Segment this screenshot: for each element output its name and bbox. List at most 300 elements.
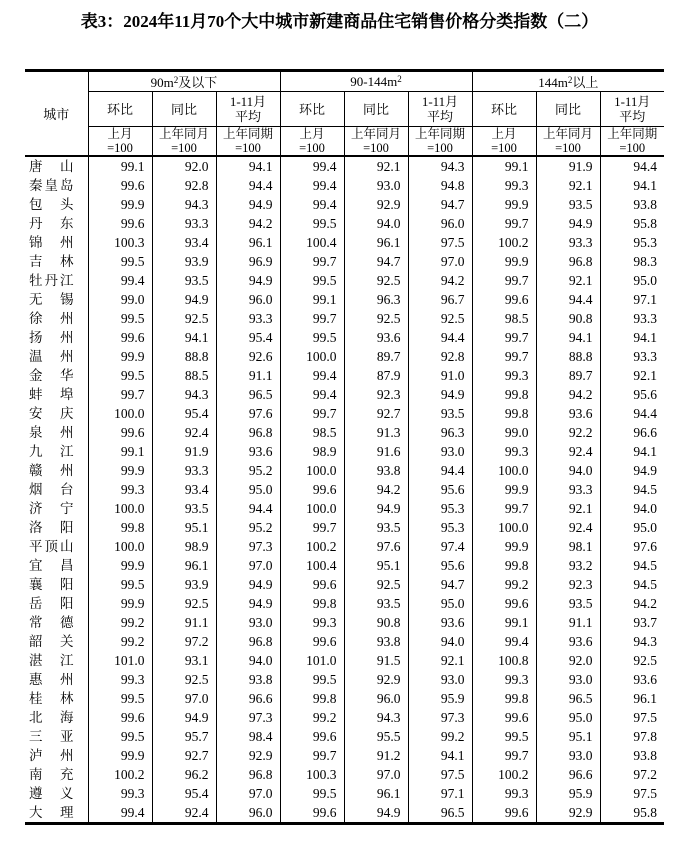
city-char: 海 bbox=[60, 710, 74, 725]
header-metric-yoy-g3: 同比 bbox=[536, 92, 600, 127]
city-cell bbox=[25, 252, 88, 271]
superscript-2: 2 bbox=[567, 75, 573, 85]
value-cell: 94.0 bbox=[408, 632, 472, 651]
city-name bbox=[25, 784, 88, 803]
city-char: 丹 bbox=[29, 216, 43, 231]
value-cell: 99.3 bbox=[88, 784, 152, 803]
value-cell: 94.9 bbox=[216, 575, 280, 594]
city-char: 州 bbox=[60, 748, 74, 763]
value-cell: 96.2 bbox=[152, 765, 216, 784]
table-row bbox=[25, 423, 664, 442]
city-name bbox=[25, 309, 88, 328]
table-row bbox=[25, 156, 664, 176]
value-cell: 99.3 bbox=[280, 613, 344, 632]
value-cell: 99.6 bbox=[88, 708, 152, 727]
value-cell: 91.3 bbox=[344, 423, 408, 442]
city-char: 洛 bbox=[29, 520, 43, 535]
value-cell: 100.2 bbox=[280, 537, 344, 556]
value-cell: 93.0 bbox=[536, 746, 600, 765]
value-cell: 95.4 bbox=[216, 328, 280, 347]
value-cell: 99.4 bbox=[472, 632, 536, 651]
table-row bbox=[25, 518, 664, 537]
value-cell: 96.5 bbox=[536, 689, 600, 708]
value-cell: 101.0 bbox=[88, 651, 152, 670]
value-cell: 94.2 bbox=[600, 594, 664, 613]
value-cell: 92.5 bbox=[152, 594, 216, 613]
value-cell: 100.8 bbox=[472, 651, 536, 670]
group-name-text: 144m bbox=[538, 75, 568, 90]
value-cell: 94.1 bbox=[600, 176, 664, 195]
value-cell: 93.5 bbox=[536, 594, 600, 613]
value-cell: 99.6 bbox=[280, 480, 344, 499]
value-cell: 94.9 bbox=[600, 461, 664, 480]
city-char: 头 bbox=[60, 197, 74, 212]
value-cell: 95.1 bbox=[344, 556, 408, 575]
value-cell: 95.6 bbox=[408, 480, 472, 499]
value-cell: 99.6 bbox=[280, 803, 344, 824]
city-cell bbox=[25, 309, 88, 328]
value-cell: 99.6 bbox=[88, 214, 152, 233]
value-cell: 100.0 bbox=[280, 347, 344, 366]
value-cell: 95.1 bbox=[536, 727, 600, 746]
value-cell: 92.2 bbox=[536, 423, 600, 442]
city-char: 韶 bbox=[29, 634, 43, 649]
value-cell: 99.8 bbox=[280, 689, 344, 708]
city-cell bbox=[25, 537, 88, 556]
value-cell: 94.9 bbox=[216, 271, 280, 290]
value-cell: 92.1 bbox=[536, 176, 600, 195]
value-cell: 95.3 bbox=[600, 233, 664, 252]
value-cell: 99.5 bbox=[280, 271, 344, 290]
value-cell: 99.5 bbox=[88, 252, 152, 271]
city-name bbox=[25, 252, 88, 271]
city-cell bbox=[25, 442, 88, 461]
value-cell: 96.0 bbox=[216, 290, 280, 309]
city-char: 金 bbox=[29, 368, 43, 383]
value-cell: 94.9 bbox=[344, 803, 408, 824]
value-cell: 95.6 bbox=[408, 556, 472, 575]
value-cell: 96.1 bbox=[344, 784, 408, 803]
city-name bbox=[25, 214, 88, 233]
city-char: 江 bbox=[60, 273, 74, 288]
value-cell: 100.0 bbox=[88, 404, 152, 423]
city-char: 阳 bbox=[60, 577, 74, 592]
header-base-mom-g2: 上月 =100 bbox=[280, 127, 344, 157]
value-cell: 99.6 bbox=[472, 803, 536, 824]
city-char: 桂 bbox=[29, 691, 43, 706]
value-cell: 92.8 bbox=[408, 347, 472, 366]
table-row bbox=[25, 746, 664, 765]
value-cell: 95.9 bbox=[408, 689, 472, 708]
value-cell: 99.8 bbox=[88, 518, 152, 537]
value-cell: 92.1 bbox=[536, 499, 600, 518]
value-cell: 94.1 bbox=[152, 328, 216, 347]
city-cell bbox=[25, 499, 88, 518]
value-cell: 97.0 bbox=[216, 784, 280, 803]
value-cell: 96.8 bbox=[216, 632, 280, 651]
value-cell: 95.3 bbox=[408, 499, 472, 518]
city-char: 南 bbox=[29, 767, 43, 782]
table-row bbox=[25, 632, 664, 651]
value-cell: 99.7 bbox=[280, 518, 344, 537]
value-cell: 95.8 bbox=[600, 803, 664, 824]
city-cell bbox=[25, 575, 88, 594]
city-cell bbox=[25, 366, 88, 385]
city-name bbox=[25, 157, 88, 176]
table-row bbox=[25, 670, 664, 689]
value-cell: 99.9 bbox=[88, 556, 152, 575]
city-name bbox=[25, 708, 88, 727]
superscript-2: 2 bbox=[173, 75, 179, 85]
value-cell: 97.4 bbox=[408, 537, 472, 556]
value-cell: 99.9 bbox=[472, 480, 536, 499]
header-row-base bbox=[25, 127, 664, 157]
value-cell: 99.5 bbox=[280, 214, 344, 233]
value-cell: 97.0 bbox=[216, 556, 280, 575]
table-row bbox=[25, 765, 664, 784]
city-name bbox=[25, 670, 88, 689]
value-cell: 92.4 bbox=[152, 423, 216, 442]
city-cell bbox=[25, 594, 88, 613]
value-cell: 93.0 bbox=[216, 613, 280, 632]
table-row bbox=[25, 176, 664, 195]
value-cell: 99.3 bbox=[472, 784, 536, 803]
value-cell: 97.0 bbox=[152, 689, 216, 708]
value-cell: 94.5 bbox=[600, 556, 664, 575]
city-cell bbox=[25, 613, 88, 632]
value-cell: 99.4 bbox=[88, 803, 152, 824]
value-cell: 92.1 bbox=[344, 156, 408, 176]
city-cell bbox=[25, 803, 88, 824]
value-cell: 93.0 bbox=[408, 442, 472, 461]
city-name bbox=[25, 594, 88, 613]
table-row bbox=[25, 727, 664, 746]
value-cell: 95.5 bbox=[344, 727, 408, 746]
header-group-over144 bbox=[472, 71, 664, 92]
city-name bbox=[25, 480, 88, 499]
city-char: 北 bbox=[29, 710, 43, 725]
value-cell: 100.2 bbox=[472, 233, 536, 252]
value-cell: 99.2 bbox=[408, 727, 472, 746]
table-row bbox=[25, 537, 664, 556]
value-cell: 99.7 bbox=[280, 746, 344, 765]
value-cell: 98.5 bbox=[472, 309, 536, 328]
value-cell: 94.7 bbox=[344, 252, 408, 271]
value-cell: 93.8 bbox=[600, 746, 664, 765]
city-cell bbox=[25, 195, 88, 214]
value-cell: 100.0 bbox=[88, 537, 152, 556]
value-cell: 89.7 bbox=[344, 347, 408, 366]
value-cell: 99.7 bbox=[472, 214, 536, 233]
value-cell: 95.1 bbox=[152, 518, 216, 537]
table-row bbox=[25, 328, 664, 347]
city-char: 泉 bbox=[29, 425, 43, 440]
value-cell: 99.5 bbox=[88, 575, 152, 594]
value-cell: 94.1 bbox=[600, 442, 664, 461]
value-cell: 100.0 bbox=[88, 499, 152, 518]
value-cell: 93.3 bbox=[152, 214, 216, 233]
city-name bbox=[25, 176, 88, 195]
value-cell: 91.9 bbox=[152, 442, 216, 461]
city-cell bbox=[25, 156, 88, 176]
city-cell bbox=[25, 404, 88, 423]
city-name bbox=[25, 651, 88, 670]
city-char: 丹 bbox=[44, 273, 58, 288]
value-cell: 99.6 bbox=[88, 176, 152, 195]
value-cell: 99.3 bbox=[88, 480, 152, 499]
value-cell: 99.3 bbox=[472, 366, 536, 385]
value-cell: 99.9 bbox=[472, 195, 536, 214]
city-char: 江 bbox=[60, 444, 74, 459]
value-cell: 99.9 bbox=[88, 347, 152, 366]
value-cell: 96.1 bbox=[152, 556, 216, 575]
header-base-yoy-g1: 上年同月 =100 bbox=[152, 127, 216, 157]
value-cell: 94.4 bbox=[408, 461, 472, 480]
value-cell: 96.5 bbox=[408, 803, 472, 824]
city-cell bbox=[25, 556, 88, 575]
city-name bbox=[25, 461, 88, 480]
value-cell: 97.3 bbox=[408, 708, 472, 727]
value-cell: 93.6 bbox=[600, 670, 664, 689]
value-cell: 94.9 bbox=[152, 290, 216, 309]
value-cell: 97.6 bbox=[344, 537, 408, 556]
header-metric-avg-g2: 1-11月 平均 bbox=[408, 92, 472, 127]
table-row bbox=[25, 309, 664, 328]
city-cell bbox=[25, 746, 88, 765]
value-cell: 96.8 bbox=[216, 423, 280, 442]
value-cell: 92.0 bbox=[152, 156, 216, 176]
value-cell: 92.5 bbox=[152, 670, 216, 689]
value-cell: 99.2 bbox=[88, 613, 152, 632]
value-cell: 99.9 bbox=[88, 746, 152, 765]
value-cell: 99.1 bbox=[472, 156, 536, 176]
city-char: 包 bbox=[29, 197, 43, 212]
city-char: 锦 bbox=[29, 235, 43, 250]
value-cell: 90.8 bbox=[536, 309, 600, 328]
value-cell: 91.1 bbox=[152, 613, 216, 632]
value-cell: 96.0 bbox=[216, 803, 280, 824]
value-cell: 92.5 bbox=[152, 309, 216, 328]
value-cell: 96.8 bbox=[216, 765, 280, 784]
value-cell: 99.1 bbox=[472, 613, 536, 632]
city-char: 锡 bbox=[60, 292, 74, 307]
value-cell: 92.5 bbox=[344, 271, 408, 290]
value-cell: 94.1 bbox=[216, 156, 280, 176]
header-metric-yoy-g1: 同比 bbox=[152, 92, 216, 127]
value-cell: 99.9 bbox=[88, 195, 152, 214]
value-cell: 94.2 bbox=[344, 480, 408, 499]
value-cell: 93.8 bbox=[344, 632, 408, 651]
value-cell: 99.6 bbox=[472, 594, 536, 613]
value-cell: 94.4 bbox=[216, 176, 280, 195]
value-cell: 94.3 bbox=[344, 708, 408, 727]
value-cell: 96.1 bbox=[344, 233, 408, 252]
value-cell: 96.1 bbox=[600, 689, 664, 708]
value-cell: 94.9 bbox=[216, 195, 280, 214]
value-cell: 99.7 bbox=[280, 252, 344, 271]
city-name bbox=[25, 290, 88, 309]
value-cell: 99.4 bbox=[88, 271, 152, 290]
value-cell: 95.0 bbox=[536, 708, 600, 727]
city-char: 赣 bbox=[29, 463, 43, 478]
city-name bbox=[25, 556, 88, 575]
value-cell: 99.5 bbox=[280, 328, 344, 347]
header-row-metrics bbox=[25, 92, 664, 127]
value-cell: 94.9 bbox=[216, 594, 280, 613]
value-cell: 99.7 bbox=[472, 746, 536, 765]
city-name bbox=[25, 347, 88, 366]
city-char: 阳 bbox=[60, 596, 74, 611]
value-cell: 99.6 bbox=[472, 708, 536, 727]
table-row bbox=[25, 366, 664, 385]
city-char: 温 bbox=[29, 349, 43, 364]
value-cell: 97.1 bbox=[408, 784, 472, 803]
value-cell: 99.6 bbox=[472, 290, 536, 309]
value-cell: 91.0 bbox=[408, 366, 472, 385]
value-cell: 88.8 bbox=[536, 347, 600, 366]
city-name bbox=[25, 423, 88, 442]
value-cell: 92.8 bbox=[152, 176, 216, 195]
value-cell: 99.5 bbox=[88, 309, 152, 328]
table-row bbox=[25, 404, 664, 423]
value-cell: 97.5 bbox=[408, 765, 472, 784]
table-row bbox=[25, 803, 664, 824]
table-row bbox=[25, 784, 664, 803]
city-char: 惠 bbox=[29, 672, 43, 687]
value-cell: 95.2 bbox=[216, 461, 280, 480]
city-name bbox=[25, 366, 88, 385]
city-name bbox=[25, 727, 88, 746]
value-cell: 93.3 bbox=[536, 233, 600, 252]
city-char: 徐 bbox=[29, 311, 43, 326]
value-cell: 99.6 bbox=[88, 423, 152, 442]
city-char: 台 bbox=[60, 482, 74, 497]
table-row bbox=[25, 385, 664, 404]
table-row bbox=[25, 271, 664, 290]
city-char: 九 bbox=[29, 444, 43, 459]
value-cell: 88.5 bbox=[152, 366, 216, 385]
table-row bbox=[25, 480, 664, 499]
value-cell: 95.6 bbox=[600, 385, 664, 404]
value-cell: 98.5 bbox=[280, 423, 344, 442]
value-cell: 88.8 bbox=[152, 347, 216, 366]
city-char: 唐 bbox=[29, 159, 43, 174]
value-cell: 99.3 bbox=[472, 176, 536, 195]
value-cell: 99.9 bbox=[472, 537, 536, 556]
value-cell: 94.3 bbox=[408, 156, 472, 176]
value-cell: 99.9 bbox=[88, 594, 152, 613]
city-char: 亚 bbox=[60, 729, 74, 744]
city-cell bbox=[25, 423, 88, 442]
city-char: 皇 bbox=[44, 178, 58, 193]
table-row bbox=[25, 290, 664, 309]
value-cell: 89.7 bbox=[536, 366, 600, 385]
value-cell: 99.1 bbox=[88, 442, 152, 461]
value-cell: 99.0 bbox=[472, 423, 536, 442]
city-char: 顶 bbox=[44, 539, 58, 554]
table-row bbox=[25, 594, 664, 613]
value-cell: 90.8 bbox=[344, 613, 408, 632]
value-cell: 91.1 bbox=[216, 366, 280, 385]
table-row bbox=[25, 461, 664, 480]
city-char: 东 bbox=[60, 216, 74, 231]
value-cell: 94.5 bbox=[600, 480, 664, 499]
value-cell: 99.2 bbox=[88, 632, 152, 651]
value-cell: 92.9 bbox=[344, 195, 408, 214]
value-cell: 92.5 bbox=[408, 309, 472, 328]
value-cell: 97.2 bbox=[152, 632, 216, 651]
city-cell bbox=[25, 727, 88, 746]
city-char: 大 bbox=[29, 805, 43, 820]
value-cell: 94.3 bbox=[152, 385, 216, 404]
value-cell: 94.9 bbox=[344, 499, 408, 518]
header-row-groups bbox=[25, 71, 664, 92]
page-title: 表3：2024年11月70个大中城市新建商品住宅销售价格分类指数（二） bbox=[80, 12, 599, 31]
value-cell: 98.3 bbox=[600, 252, 664, 271]
value-cell: 87.9 bbox=[344, 366, 408, 385]
city-name bbox=[25, 404, 88, 423]
city-char: 充 bbox=[60, 767, 74, 782]
table-row bbox=[25, 651, 664, 670]
city-cell bbox=[25, 233, 88, 252]
city-char: 秦 bbox=[29, 178, 43, 193]
header-base-avg-g2: 上年同期 =100 bbox=[408, 127, 472, 157]
city-char: 江 bbox=[60, 653, 74, 668]
city-cell bbox=[25, 518, 88, 537]
city-cell bbox=[25, 214, 88, 233]
city-char: 州 bbox=[60, 349, 74, 364]
city-char: 湛 bbox=[29, 653, 43, 668]
value-cell: 99.3 bbox=[472, 442, 536, 461]
value-cell: 94.9 bbox=[536, 214, 600, 233]
city-char: 州 bbox=[60, 463, 74, 478]
superscript-2: 2 bbox=[397, 73, 402, 84]
city-char: 州 bbox=[60, 311, 74, 326]
value-cell: 93.9 bbox=[152, 575, 216, 594]
table-row bbox=[25, 252, 664, 271]
header-metric-mom-g1: 环比 bbox=[88, 92, 152, 127]
table-row bbox=[25, 214, 664, 233]
value-cell: 93.2 bbox=[536, 556, 600, 575]
city-char: 州 bbox=[60, 330, 74, 345]
value-cell: 94.1 bbox=[536, 328, 600, 347]
value-cell: 92.9 bbox=[536, 803, 600, 824]
value-cell: 91.2 bbox=[344, 746, 408, 765]
table-row bbox=[25, 575, 664, 594]
city-name bbox=[25, 632, 88, 651]
city-name bbox=[25, 803, 88, 822]
value-cell: 95.0 bbox=[408, 594, 472, 613]
city-char: 岳 bbox=[29, 596, 43, 611]
value-cell: 98.9 bbox=[280, 442, 344, 461]
value-cell: 92.7 bbox=[344, 404, 408, 423]
value-cell: 99.8 bbox=[472, 689, 536, 708]
value-cell: 97.0 bbox=[344, 765, 408, 784]
value-cell: 99.4 bbox=[280, 366, 344, 385]
value-cell: 92.5 bbox=[344, 575, 408, 594]
city-cell bbox=[25, 271, 88, 290]
value-cell: 92.7 bbox=[152, 746, 216, 765]
value-cell: 99.7 bbox=[472, 499, 536, 518]
value-cell: 96.3 bbox=[344, 290, 408, 309]
city-cell bbox=[25, 290, 88, 309]
city-name bbox=[25, 385, 88, 404]
city-char: 州 bbox=[60, 235, 74, 250]
value-cell: 93.0 bbox=[344, 176, 408, 195]
value-cell: 99.6 bbox=[280, 727, 344, 746]
value-cell: 99.9 bbox=[472, 252, 536, 271]
value-cell: 93.3 bbox=[152, 461, 216, 480]
